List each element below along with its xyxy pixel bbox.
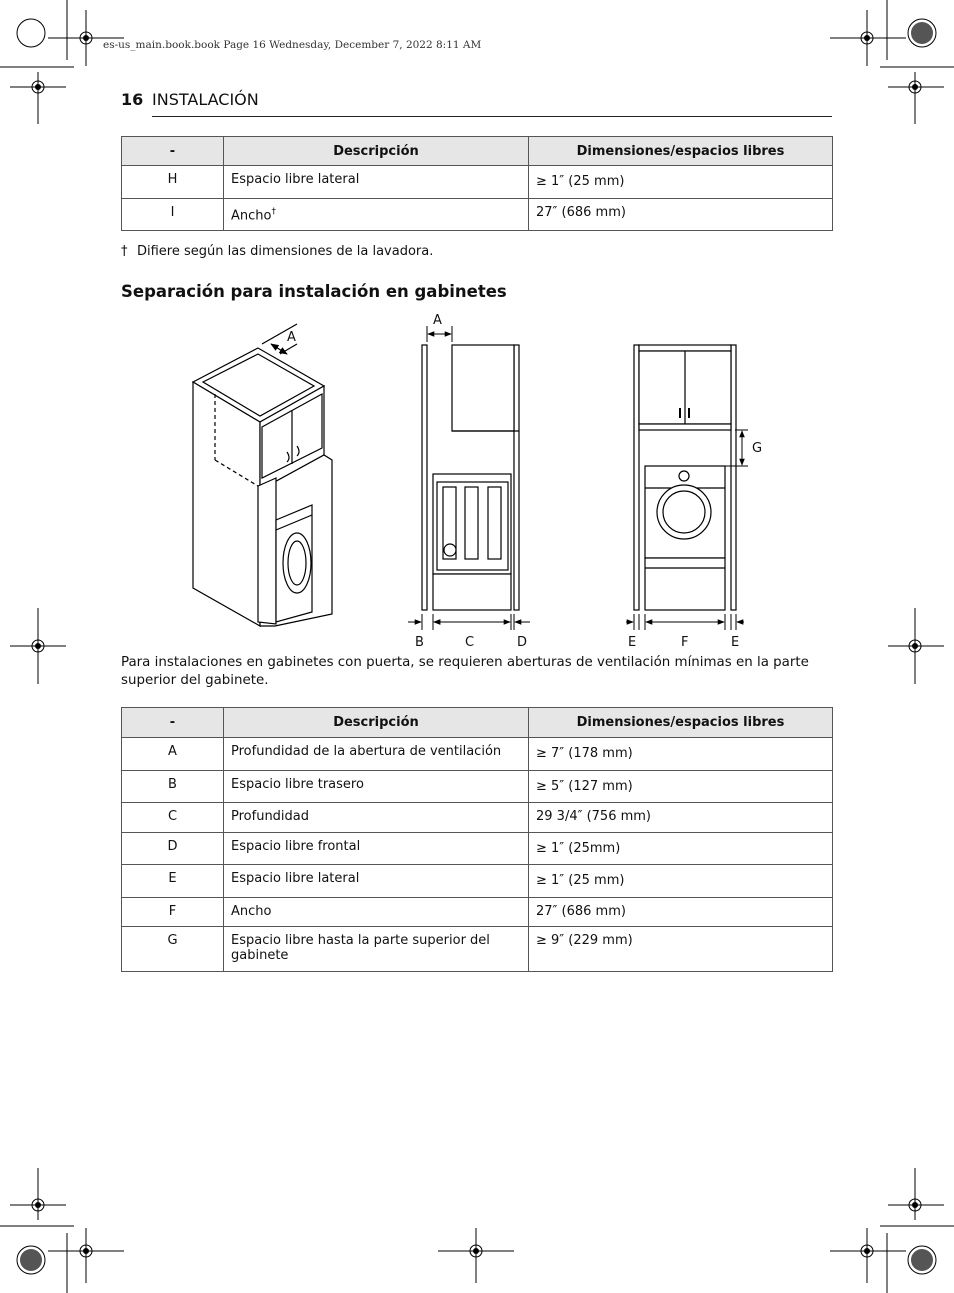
label-d: D bbox=[517, 635, 528, 650]
row-key: F bbox=[122, 898, 224, 927]
column-header: Descripción bbox=[224, 137, 529, 166]
row-key: D bbox=[122, 833, 224, 865]
row-dimension: ≥ 1″ (25 mm) bbox=[529, 166, 833, 199]
row-key: G bbox=[122, 927, 224, 972]
row-description: Espacio libre trasero bbox=[224, 771, 529, 803]
row-dimension: ≥ 7″ (178 mm) bbox=[529, 738, 833, 771]
row-key: I bbox=[122, 199, 224, 231]
row-description: Ancho bbox=[224, 898, 529, 927]
row-description: Espacio libre lateral bbox=[224, 865, 529, 898]
row-dimension: ≥ 1″ (25mm) bbox=[529, 833, 833, 865]
column-header: Dimensiones/espacios libres bbox=[529, 137, 833, 166]
row-dimension: 29 3/4″ (756 mm) bbox=[529, 803, 833, 833]
row-description: Profundidad bbox=[224, 803, 529, 833]
row-description: Profundidad de la abertura de ventilación bbox=[224, 738, 529, 771]
row-description: Espacio libre frontal bbox=[224, 833, 529, 865]
footnote-mark: † bbox=[121, 244, 128, 259]
description-text: Ancho bbox=[231, 208, 272, 224]
column-header: - bbox=[122, 708, 224, 738]
label-c: C bbox=[465, 635, 475, 650]
table-row bbox=[122, 898, 833, 927]
row-key: H bbox=[122, 166, 224, 199]
column-header: - bbox=[122, 137, 224, 166]
clearance-table-2 bbox=[121, 707, 833, 972]
column-header: Dimensiones/espacios libres bbox=[529, 708, 833, 738]
row-key: C bbox=[122, 803, 224, 833]
label-e-right: E bbox=[731, 635, 740, 650]
table-row bbox=[122, 771, 833, 803]
label-g: G bbox=[752, 441, 763, 456]
print-mark: es-us_main.book.book Page 16 Wednesday, December 7, 2022 8:11 AM bbox=[103, 39, 482, 51]
label-a-side: A bbox=[433, 313, 442, 328]
front-view-drawing bbox=[634, 345, 736, 610]
row-description: Espacio libre hasta la parte superior del gabinete bbox=[224, 927, 529, 972]
section-title: Separación para instalación en gabinetes bbox=[121, 282, 507, 301]
row-dimension: ≥ 5″ (127 mm) bbox=[529, 771, 833, 803]
label-f: F bbox=[681, 635, 689, 650]
row-key: B bbox=[122, 771, 224, 803]
row-dimension: ≥ 1″ (25 mm) bbox=[529, 865, 833, 898]
row-dimension: 27″ (686 mm) bbox=[529, 898, 833, 927]
footnote-text: Difiere según las dimensiones de la lavadora. bbox=[137, 244, 434, 259]
table-row bbox=[122, 738, 833, 771]
row-key: A bbox=[122, 738, 224, 771]
table-row bbox=[122, 803, 833, 833]
row-description: Espacio libre lateral bbox=[224, 166, 529, 199]
label-e-left: E bbox=[628, 635, 637, 650]
label-b: B bbox=[415, 635, 424, 650]
table-row bbox=[122, 927, 833, 972]
column-header: Descripción bbox=[224, 708, 529, 738]
page-number: 16 bbox=[121, 90, 144, 109]
row-dimension: 27″ (686 mm) bbox=[529, 199, 833, 231]
side-view-drawing bbox=[422, 345, 519, 610]
label-a: A bbox=[287, 330, 296, 345]
row-dimension: ≥ 9″ (229 mm) bbox=[529, 927, 833, 972]
table-row bbox=[122, 865, 833, 898]
dagger-superscript: † bbox=[271, 207, 276, 217]
section-header: INSTALACIÓN bbox=[152, 90, 259, 109]
table-header-row bbox=[122, 708, 833, 738]
isometric-cabinet-drawing bbox=[193, 348, 332, 626]
ventilation-paragraph: Para instalaciones en gabinetes con puerta, se requieren aberturas de ventilación mínimas en la parte superior del gabinete. bbox=[121, 655, 809, 688]
row-key: E bbox=[122, 865, 224, 898]
table-row bbox=[122, 833, 833, 865]
